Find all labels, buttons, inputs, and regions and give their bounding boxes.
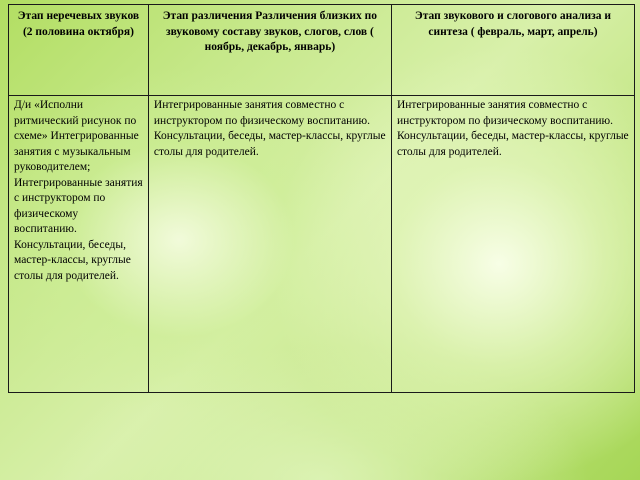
- table-row: [9, 96, 635, 393]
- header-label: Этап различения Различения близких по звуковому составу звуков, слогов, слов ( ноябрь, декабрь, январь): [162, 10, 378, 54]
- header-cell-discrimination-stage: [148, 5, 391, 96]
- stages-table: [8, 4, 635, 393]
- table-header-row: [9, 5, 635, 96]
- table-cell-analysis-activities: [391, 96, 634, 393]
- table-cell-nonspeech-activities: [9, 96, 149, 393]
- cell-text: Д/и «Исполни ритмический рисунок по схеме» Интегрированные занятия с музыкальным руководителем; Интегрированные занятия с инструктором по физическому воспитанию. Консультации, беседы, мастер-классы, круглые столы для родителей.: [14, 99, 143, 282]
- header-cell-analysis-stage: [391, 5, 634, 96]
- header-label: Этап звукового и слогового анализа и синтеза ( февраль, март, апрель): [414, 10, 612, 38]
- header-label: Этап неречевых звуков (2 половина октября): [17, 10, 140, 38]
- header-cell-nonspeech-stage: [9, 5, 149, 96]
- table-cell-discrimination-activities: [148, 96, 391, 393]
- cell-text: Интегрированные занятия совместно с инструктором по физическому воспитанию. Консультации, беседы, мастер-классы, круглые столы для родителей.: [396, 99, 629, 158]
- cell-text: Интегрированные занятия совместно с инструктором по физическому воспитанию. Консультации, беседы, мастер-классы, круглые столы для родителей.: [153, 99, 386, 158]
